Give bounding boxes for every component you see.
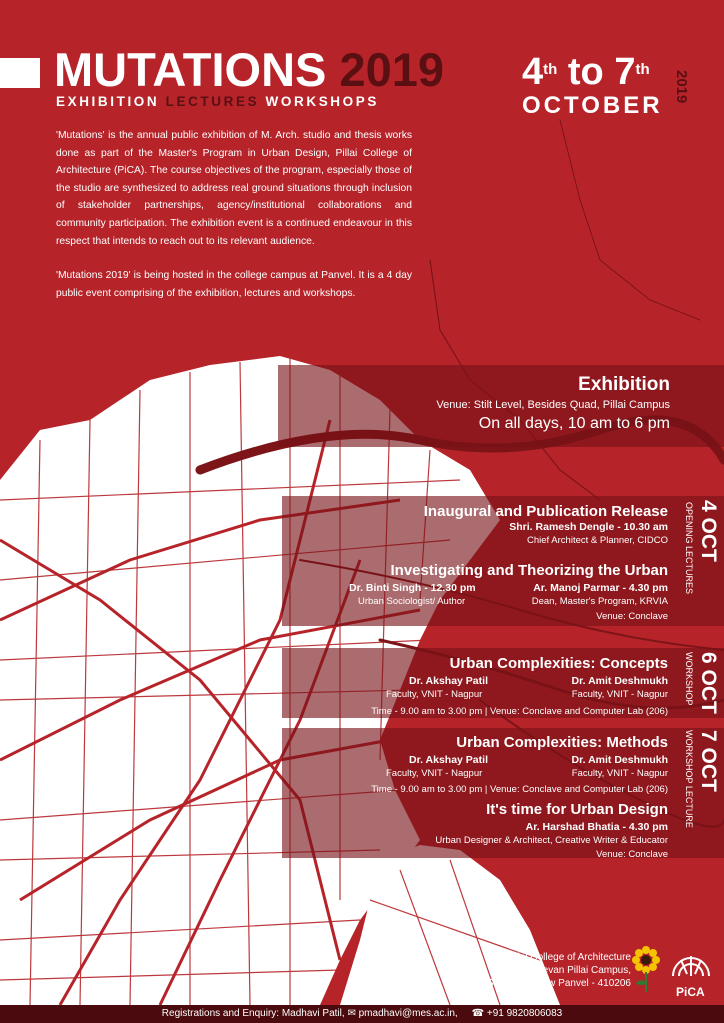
oct4-talk1-speaker: Shri. Ramesh Dengle - 10.30 am bbox=[509, 521, 668, 533]
oct4-speaker-b-role: Dean, Master's Program, KRVIA bbox=[531, 596, 668, 607]
footer-email[interactable]: pmadhavi@mes.ac.in, bbox=[358, 1008, 458, 1019]
oct7-lecture-title: It's time for Urban Design bbox=[486, 801, 668, 818]
event-month: OCTOBER bbox=[522, 92, 663, 119]
pica-logo-icon bbox=[667, 946, 715, 984]
oct7-title: Urban Complexities: Methods bbox=[456, 734, 668, 751]
page-title: MUTATIONS 2019 bbox=[54, 43, 445, 96]
telephone-icon: ☎ bbox=[471, 1008, 485, 1019]
oct4-talk1-role: Chief Architect & Planner, CIDCO bbox=[527, 535, 668, 546]
pica-logo-text: PiCA bbox=[676, 985, 705, 999]
oct7-lecture-role: Urban Designer & Architect, Creative Writer & Educator bbox=[435, 835, 668, 846]
intro-paragraph-2: 'Mutations 2019' is being hosted in the college campus at Panvel. It is a 4 day public event comprising of the exhibition, lectures and workshops. bbox=[56, 270, 412, 299]
oct6-speaker-a-role: Faculty, VNIT - Nagpur bbox=[386, 689, 483, 700]
footer-phone[interactable]: +91 9820806083 bbox=[486, 1008, 563, 1019]
oct4-venue: Venue: Conclave bbox=[596, 611, 668, 622]
envelope-icon: ✉ bbox=[347, 1008, 356, 1019]
exhibition-time: On all days, 10 am to 6 pm bbox=[478, 415, 670, 432]
footer-text: Registrations and Enquiry: Madhavi Patil, bbox=[161, 1008, 345, 1019]
oct7-speaker-a-role: Faculty, VNIT - Nagpur bbox=[386, 768, 483, 779]
oct6-speaker-b-role: Faculty, VNIT - Nagpur bbox=[571, 689, 668, 700]
oct6-speaker-a: Dr. Akshay Patil bbox=[409, 675, 488, 687]
oct4-date-vertical: 4 OCT OPENING LECTURES bbox=[684, 500, 720, 595]
exhibition-heading: Exhibition bbox=[578, 374, 670, 395]
oct4-talk2-title: Investigating and Theorizing the Urban bbox=[390, 562, 668, 579]
title-year: 2019 bbox=[339, 43, 445, 96]
oct6-speaker-b: Dr. Amit Deshmukh bbox=[571, 675, 668, 687]
oct7-date-vertical: 7 OCT WORKSHOP LECTURE bbox=[684, 730, 720, 828]
exhibition-venue: Venue: Stilt Level, Besides Quad, Pillai Campus bbox=[436, 399, 670, 411]
college-address: Pillai College of Architecture Dr. K. M. Vasudevan Pillai Campus, Sector 16, New Panvel - 410206 bbox=[473, 952, 631, 989]
title-accent-block bbox=[0, 58, 40, 88]
sunflower-emblem-icon bbox=[632, 946, 660, 996]
page-subtitle: EXHIBITION LECTURES WORKSHOPS bbox=[56, 94, 379, 109]
oct4-speaker-b: Ar. Manoj Parmar - 4.30 pm bbox=[533, 582, 668, 594]
oct7-speaker-b: Dr. Amit Deshmukh bbox=[571, 754, 668, 766]
intro-paragraph-1: 'Mutations' is the annual public exhibition of M. Arch. studio and thesis works done as part of the Master's Program in Urban Design, Pillai College of Architecture (PiCA). The course objectives of the program, especially those of the studio are synthesized to address real ground situations through inclusion of stakeholder partnerships, agency/institutional collaborations and community participation. The exhibition event is a continued endeavour in this respect that intends to reach out to its relevant audience. bbox=[56, 130, 412, 247]
footer-bar bbox=[0, 1005, 724, 1023]
event-year-vertical: 2019 bbox=[673, 70, 690, 104]
oct7-info: Time - 9.00 am to 3.00 pm | Venue: Conclave and Computer Lab (206) bbox=[371, 784, 668, 795]
oct6-title: Urban Complexities: Concepts bbox=[449, 655, 668, 672]
event-dates: 4th to 7th OCTOBER bbox=[522, 51, 663, 119]
oct7-speaker-a: Dr. Akshay Patil bbox=[409, 754, 488, 766]
oct7-lecture-venue: Venue: Conclave bbox=[596, 849, 668, 860]
oct4-talk1-title: Inaugural and Publication Release bbox=[423, 503, 668, 520]
intro-text bbox=[56, 127, 412, 319]
oct4-speaker-a-role: Urban Sociologist/ Author bbox=[358, 596, 466, 607]
oct7-speaker-b-role: Faculty, VNIT - Nagpur bbox=[571, 768, 668, 779]
oct4-speaker-a: Dr. Binti Singh - 12.30 pm bbox=[349, 582, 476, 594]
oct6-date-vertical: 6 OCT WORKSHOP bbox=[684, 652, 720, 714]
oct6-info: Time - 9.00 am to 3.00 pm | Venue: Conclave and Computer Lab (206) bbox=[371, 706, 668, 717]
oct7-lecture-speaker: Ar. Harshad Bhatia - 4.30 pm bbox=[525, 821, 668, 833]
